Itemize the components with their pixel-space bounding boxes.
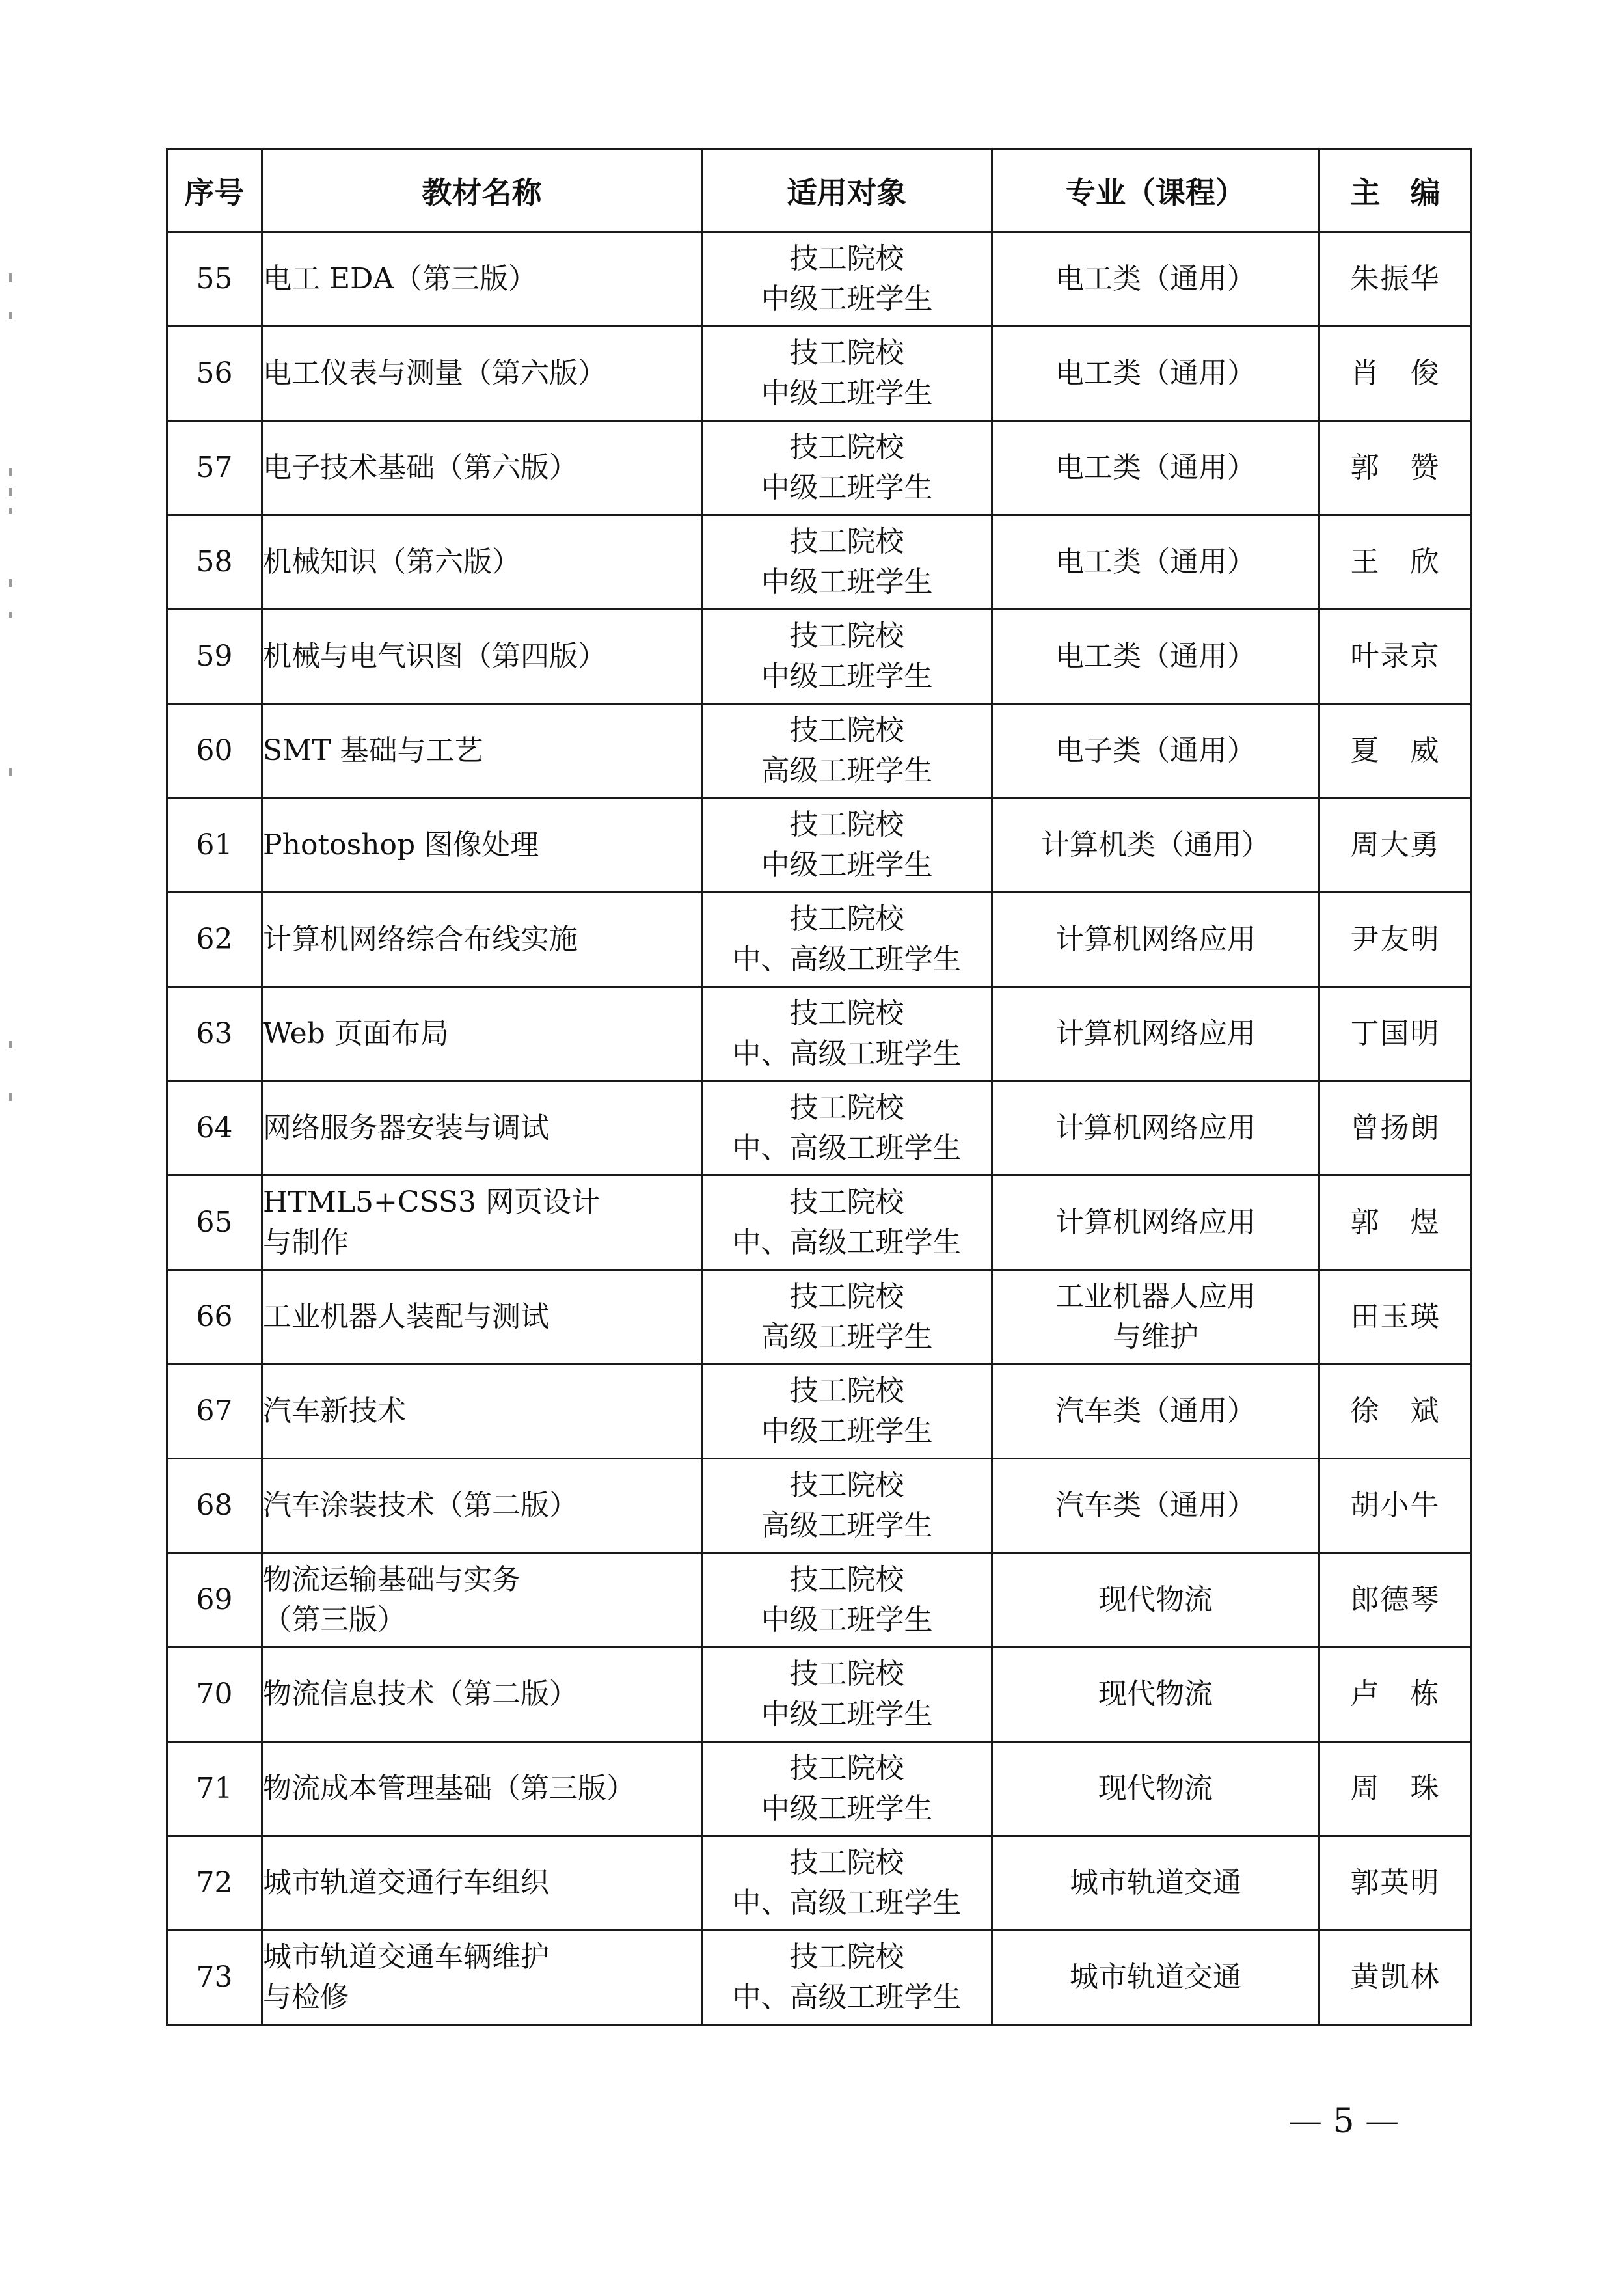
cell-name-line: 机械与电气识图（第四版） <box>263 640 606 673</box>
cell-major-line: 现代物流 <box>1098 1583 1213 1616</box>
table-row <box>167 1364 1472 1459</box>
cell-major <box>992 1176 1320 1270</box>
table-row <box>167 1553 1472 1648</box>
table-row <box>167 1931 1472 2025</box>
cell-name <box>262 1648 702 1742</box>
cell-target <box>702 798 992 893</box>
cell-major <box>992 1553 1320 1648</box>
cell-index: 64 <box>167 1081 262 1176</box>
cell-name-line: Photoshop 图像处理 <box>263 828 539 862</box>
cell-name <box>262 1459 702 1553</box>
cell-name <box>262 1270 702 1364</box>
cell-target-line: 技工院校 <box>789 336 904 370</box>
cell-target <box>702 1081 992 1176</box>
cell-name <box>262 1836 702 1931</box>
cell-name <box>262 893 702 987</box>
cell-target-line: 中级工班学生 <box>761 282 933 316</box>
cell-name <box>262 798 702 893</box>
cell-target-line: 技工院校 <box>789 714 904 747</box>
header-target: 适用对象 <box>702 150 992 232</box>
cell-target-line: 中级工班学生 <box>761 1792 933 1825</box>
table-row <box>167 704 1472 798</box>
cell-target-line: 技工院校 <box>789 1186 904 1219</box>
cell-name-line: 物流成本管理基础（第三版） <box>263 1772 635 1805</box>
cell-major <box>992 327 1320 421</box>
cell-index: 68 <box>167 1459 262 1553</box>
cell-target <box>702 1742 992 1836</box>
cell-target-line: 高级工班学生 <box>761 1509 933 1542</box>
cell-major-line: 计算机网络应用 <box>1055 1017 1256 1050</box>
cell-index: 65 <box>167 1176 262 1270</box>
cell-name-line: 电工仪表与测量（第六版） <box>263 357 606 390</box>
cell-name-line: （第三版） <box>263 1603 406 1636</box>
cell-name-line: 计算机网络综合布线实施 <box>263 923 578 956</box>
cell-editor: 郎德琴 <box>1320 1553 1472 1648</box>
cell-major <box>992 704 1320 798</box>
cell-target-line: 技工院校 <box>789 1374 904 1407</box>
cell-editor: 黄凯林 <box>1320 1931 1472 2025</box>
cell-index: 62 <box>167 893 262 987</box>
binding-margin-marks <box>9 273 13 1119</box>
cell-name-line: 汽车涂装技术（第二版） <box>263 1489 578 1522</box>
cell-index: 71 <box>167 1742 262 1836</box>
cell-name <box>262 232 702 327</box>
cell-index: 57 <box>167 421 262 515</box>
cell-target-line: 中、高级工班学生 <box>732 1886 962 1920</box>
cell-major-line: 电工类（通用） <box>1055 357 1256 390</box>
cell-target-line: 中、高级工班学生 <box>732 1981 962 2014</box>
cell-major-line: 电子类（通用） <box>1055 734 1256 767</box>
cell-editor: 曾扬朗 <box>1320 1081 1472 1176</box>
cell-major <box>992 1931 1320 2025</box>
cell-target <box>702 327 992 421</box>
cell-major <box>992 1742 1320 1836</box>
cell-major <box>992 232 1320 327</box>
table-row <box>167 987 1472 1081</box>
cell-name <box>262 327 702 421</box>
cell-index: 67 <box>167 1364 262 1459</box>
table-row <box>167 327 1472 421</box>
cell-major-line: 现代物流 <box>1098 1677 1213 1711</box>
cell-name <box>262 1931 702 2025</box>
table-row <box>167 1270 1472 1364</box>
cell-target <box>702 1364 992 1459</box>
cell-major-line: 电工类（通用） <box>1055 640 1256 673</box>
cell-name-line: 网络服务器安装与调试 <box>263 1111 549 1145</box>
cell-editor: 朱振华 <box>1320 232 1472 327</box>
cell-target-line: 技工院校 <box>789 1657 904 1690</box>
cell-target-line: 高级工班学生 <box>761 754 933 787</box>
cell-major-line: 电工类（通用） <box>1055 451 1256 484</box>
cell-editor: 胡小牛 <box>1320 1459 1472 1553</box>
header-major: 专业（课程） <box>992 150 1320 232</box>
cell-target-line: 技工院校 <box>789 903 904 936</box>
cell-target-line: 技工院校 <box>789 1752 904 1785</box>
cell-target-line: 高级工班学生 <box>761 1320 933 1353</box>
cell-editor: 郭 煜 <box>1320 1176 1472 1270</box>
cell-major <box>992 1081 1320 1176</box>
cell-name-line: HTML5+CSS3 网页设计 <box>263 1186 601 1219</box>
cell-editor: 王 欣 <box>1320 515 1472 610</box>
cell-editor: 郭 赞 <box>1320 421 1472 515</box>
cell-name <box>262 421 702 515</box>
cell-editor: 卢 栋 <box>1320 1648 1472 1742</box>
cell-target-line: 技工院校 <box>789 619 904 653</box>
cell-target <box>702 704 992 798</box>
cell-target-line: 中级工班学生 <box>761 471 933 504</box>
cell-name <box>262 1742 702 1836</box>
table-row <box>167 610 1472 704</box>
table-row <box>167 1742 1472 1836</box>
cell-target <box>702 1931 992 2025</box>
cell-name <box>262 987 702 1081</box>
cell-editor: 叶录京 <box>1320 610 1472 704</box>
cell-name <box>262 1364 702 1459</box>
cell-name-line: 汽车新技术 <box>263 1394 406 1428</box>
cell-major <box>992 1364 1320 1459</box>
cell-index: 73 <box>167 1931 262 2025</box>
cell-major-line: 电工类（通用） <box>1055 262 1256 295</box>
cell-target <box>702 987 992 1081</box>
cell-name-line: 物流运输基础与实务 <box>263 1563 521 1596</box>
cell-target-line: 中、高级工班学生 <box>732 943 962 976</box>
cell-editor: 丁国明 <box>1320 987 1472 1081</box>
cell-major-line: 计算机网络应用 <box>1055 923 1256 956</box>
cell-target-line: 技工院校 <box>789 1563 904 1596</box>
cell-target-line: 技工院校 <box>789 997 904 1030</box>
table-row <box>167 232 1472 327</box>
cell-target-line: 中级工班学生 <box>761 848 933 882</box>
table-row <box>167 1081 1472 1176</box>
cell-major-line: 城市轨道交通 <box>1070 1961 1241 1994</box>
cell-name <box>262 515 702 610</box>
cell-target <box>702 1648 992 1742</box>
header-index: 序号 <box>167 150 262 232</box>
cell-editor: 郭英明 <box>1320 1836 1472 1931</box>
cell-index: 66 <box>167 1270 262 1364</box>
cell-major-line: 计算机网络应用 <box>1055 1206 1256 1239</box>
cell-major <box>992 1459 1320 1553</box>
cell-target-line: 中级工班学生 <box>761 1698 933 1731</box>
cell-major-line: 与维护 <box>1113 1320 1198 1353</box>
table-row <box>167 1648 1472 1742</box>
cell-name-line: 物流信息技术（第二版） <box>263 1677 578 1711</box>
header-editor: 主 编 <box>1320 150 1472 232</box>
cell-target <box>702 610 992 704</box>
cell-target-line: 技工院校 <box>789 1469 904 1502</box>
cell-target-line: 中、高级工班学生 <box>732 1226 962 1259</box>
cell-major-line: 汽车类（通用） <box>1055 1394 1256 1428</box>
table-row <box>167 893 1472 987</box>
table-row <box>167 1836 1472 1931</box>
cell-major <box>992 987 1320 1081</box>
cell-target-line: 技工院校 <box>789 1091 904 1124</box>
cell-index: 63 <box>167 987 262 1081</box>
cell-major-line: 电工类（通用） <box>1055 545 1256 578</box>
cell-target-line: 中、高级工班学生 <box>732 1132 962 1165</box>
cell-major-line: 计算机网络应用 <box>1055 1111 1256 1145</box>
cell-index: 60 <box>167 704 262 798</box>
cell-major <box>992 610 1320 704</box>
cell-index: 69 <box>167 1553 262 1648</box>
cell-name-line: 工业机器人装配与测试 <box>263 1300 549 1333</box>
cell-target-line: 技工院校 <box>789 431 904 464</box>
cell-target <box>702 1553 992 1648</box>
cell-major <box>992 515 1320 610</box>
table-body <box>167 232 1472 2025</box>
cell-target-line: 技工院校 <box>789 1940 904 1974</box>
cell-editor: 周 珠 <box>1320 1742 1472 1836</box>
cell-target-line: 中、高级工班学生 <box>732 1037 962 1070</box>
page-number: — 5 — <box>1288 2102 1400 2141</box>
cell-name-line: 机械知识（第六版） <box>263 545 521 578</box>
cell-editor: 夏 威 <box>1320 704 1472 798</box>
cell-target-line: 技工院校 <box>789 242 904 275</box>
cell-index: 59 <box>167 610 262 704</box>
cell-target-line: 中级工班学生 <box>761 1603 933 1636</box>
cell-target-line: 技工院校 <box>789 808 904 841</box>
cell-target-line: 中级工班学生 <box>761 565 933 599</box>
cell-target <box>702 421 992 515</box>
cell-target-line: 技工院校 <box>789 525 904 558</box>
cell-major-line: 工业机器人应用 <box>1055 1280 1256 1313</box>
header-name: 教材名称 <box>262 150 702 232</box>
cell-major-line: 汽车类（通用） <box>1055 1489 1256 1522</box>
cell-target <box>702 1836 992 1931</box>
table-header-row <box>167 150 1472 232</box>
cell-name-line: 城市轨道交通行车组织 <box>263 1866 549 1899</box>
cell-major-line: 计算机类（通用） <box>1041 828 1270 862</box>
cell-name <box>262 1176 702 1270</box>
cell-major-line: 城市轨道交通 <box>1070 1866 1241 1899</box>
cell-index: 56 <box>167 327 262 421</box>
table-row <box>167 1176 1472 1270</box>
cell-editor: 尹友明 <box>1320 893 1472 987</box>
cell-index: 72 <box>167 1836 262 1931</box>
table-row <box>167 421 1472 515</box>
cell-name-line: 城市轨道交通车辆维护 <box>263 1940 549 1974</box>
cell-major-line: 现代物流 <box>1098 1772 1213 1805</box>
cell-target <box>702 515 992 610</box>
cell-name-line: Web 页面布局 <box>263 1017 449 1050</box>
cell-target <box>702 232 992 327</box>
cell-name-line: 电工 EDA（第三版） <box>263 262 537 295</box>
table-row <box>167 515 1472 610</box>
cell-target <box>702 1176 992 1270</box>
cell-name-line: SMT 基础与工艺 <box>263 734 483 767</box>
cell-index: 70 <box>167 1648 262 1742</box>
cell-target-line: 中级工班学生 <box>761 377 933 410</box>
cell-name <box>262 1553 702 1648</box>
cell-target-line: 中级工班学生 <box>761 1415 933 1448</box>
cell-index: 61 <box>167 798 262 893</box>
cell-editor: 肖 俊 <box>1320 327 1472 421</box>
cell-major <box>992 798 1320 893</box>
cell-editor: 田玉瑛 <box>1320 1270 1472 1364</box>
cell-target <box>702 893 992 987</box>
cell-name-line: 与制作 <box>263 1226 349 1259</box>
cell-target-line: 技工院校 <box>789 1846 904 1879</box>
cell-name <box>262 1081 702 1176</box>
cell-editor: 周大勇 <box>1320 798 1472 893</box>
textbook-table <box>166 148 1472 2026</box>
cell-target-line: 中级工班学生 <box>761 660 933 693</box>
cell-name-line: 电子技术基础（第六版） <box>263 451 578 484</box>
table-row <box>167 1459 1472 1553</box>
cell-index: 58 <box>167 515 262 610</box>
cell-index: 55 <box>167 232 262 327</box>
cell-target-line: 技工院校 <box>789 1280 904 1313</box>
cell-major <box>992 421 1320 515</box>
cell-name <box>262 610 702 704</box>
cell-name-line: 与检修 <box>263 1981 349 2014</box>
cell-major <box>992 1836 1320 1931</box>
cell-editor: 徐 斌 <box>1320 1364 1472 1459</box>
cell-target <box>702 1459 992 1553</box>
cell-target <box>702 1270 992 1364</box>
cell-major <box>992 1648 1320 1742</box>
cell-major <box>992 1270 1320 1364</box>
cell-major <box>992 893 1320 987</box>
table-row <box>167 798 1472 893</box>
cell-name <box>262 704 702 798</box>
